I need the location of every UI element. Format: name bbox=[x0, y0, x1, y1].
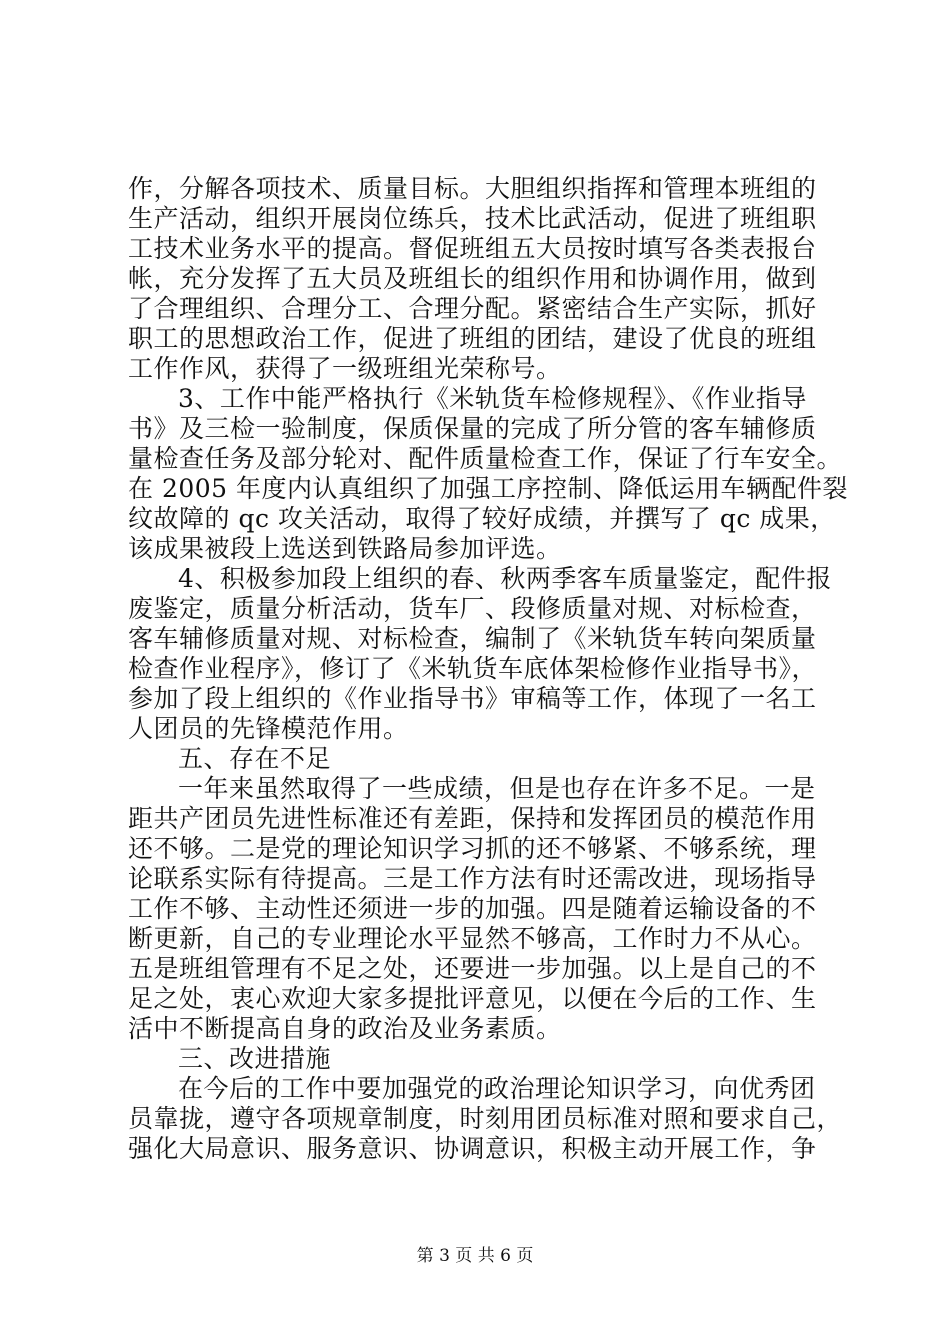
text-line: 工技术业务水平的提高。督促班组五大员按时填写各类表报台 bbox=[128, 234, 817, 263]
page-number: 第 3 页 共 6 页 bbox=[416, 1246, 534, 1266]
text-line: 该成果被段上选送到铁路局参加评选。 bbox=[128, 534, 562, 563]
text-line: 在 2005 年度内认真组织了加强工序控制、降低运用车辆配件裂 bbox=[128, 474, 849, 503]
text-line: 了合理组织、合理分工、合理分配。紧密结合生产实际，抓好 bbox=[128, 294, 817, 323]
text-line: 废鉴定，质量分析活动，货车厂、段修质量对规、对标检查， bbox=[128, 594, 817, 623]
text-line: 人团员的先锋模范作用。 bbox=[128, 714, 409, 743]
text-line: 4、积极参加段上组织的春、秋两季客车质量鉴定，配件报 bbox=[178, 564, 832, 593]
text-line: 三、改进措施 bbox=[178, 1044, 332, 1073]
text-line: 距共产团员先进性标准还有差距，保持和发挥团员的模范作用 bbox=[128, 804, 817, 833]
text-line: 参加了段上组织的《作业指导书》审稿等工作，体现了一名工 bbox=[128, 684, 817, 713]
text-line: 五、存在不足 bbox=[178, 744, 332, 773]
text-line: 检查作业程序》，修订了《米轨货车底体架检修作业指导书》， bbox=[128, 654, 818, 683]
text-line: 还不够。二是党的理论知识学习抓的还不够紧、不够系统，理 bbox=[128, 834, 817, 863]
text-line: 论联系实际有待提高。三是工作方法有时还需改进，现场指导 bbox=[128, 864, 817, 893]
text-line: 作，分解各项技术、质量目标。大胆组织指挥和管理本班组的 bbox=[128, 174, 817, 203]
text-line: 在今后的工作中要加强党的政治理论知识学习，向优秀团 bbox=[178, 1074, 816, 1103]
text-line: 纹故障的 qc 攻关活动，取得了较好成绩，并撰写了 qc 成果， bbox=[128, 504, 836, 533]
text-line: 足之处，衷心欢迎大家多提批评意见，以便在今后的工作、生 bbox=[128, 984, 817, 1013]
text-line: 书》及三检一验制度，保质保量的完成了所分管的客车辅修质 bbox=[128, 414, 817, 443]
text-line: 五是班组管理有不足之处，还要进一步加强。以上是自己的不 bbox=[128, 954, 817, 983]
page-footer bbox=[0, 1245, 950, 1267]
text-line: 工作不够、主动性还须进一步的加强。四是随着运输设备的不 bbox=[128, 894, 817, 923]
text-line: 活中不断提高自身的政治及业务素质。 bbox=[128, 1014, 562, 1043]
text-line: 职工的思想政治工作，促进了班组的团结，建设了优良的班组 bbox=[128, 324, 817, 353]
document-body bbox=[128, 174, 849, 1164]
text-line: 量检查任务及部分轮对、配件质量检查工作，保证了行车安全。 bbox=[128, 444, 843, 473]
text-line: 强化大局意识、服务意识、协调意识，积极主动开展工作，争 bbox=[128, 1134, 817, 1163]
text-line: 客车辅修质量对规、对标检查，编制了《米轨货车转向架质量 bbox=[128, 624, 817, 653]
text-line: 生产活动，组织开展岗位练兵，技术比武活动，促进了班组职 bbox=[128, 204, 817, 233]
text-line: 员靠拢，遵守各项规章制度，时刻用团员标准对照和要求自己， bbox=[128, 1104, 843, 1133]
text-line: 断更新，自己的专业理论水平显然不够高，工作时力不从心。 bbox=[128, 924, 817, 953]
text-line: 3、工作中能严格执行《米轨货车检修规程》、《作业指导 bbox=[178, 384, 807, 413]
text-line: 帐，充分发挥了五大员及班组长的组织作用和协调作用，做到 bbox=[128, 264, 817, 293]
text-line: 一年来虽然取得了一些成绩，但是也存在许多不足。一是 bbox=[178, 774, 816, 803]
text-line: 工作作风，获得了一级班组光荣称号。 bbox=[128, 354, 562, 383]
